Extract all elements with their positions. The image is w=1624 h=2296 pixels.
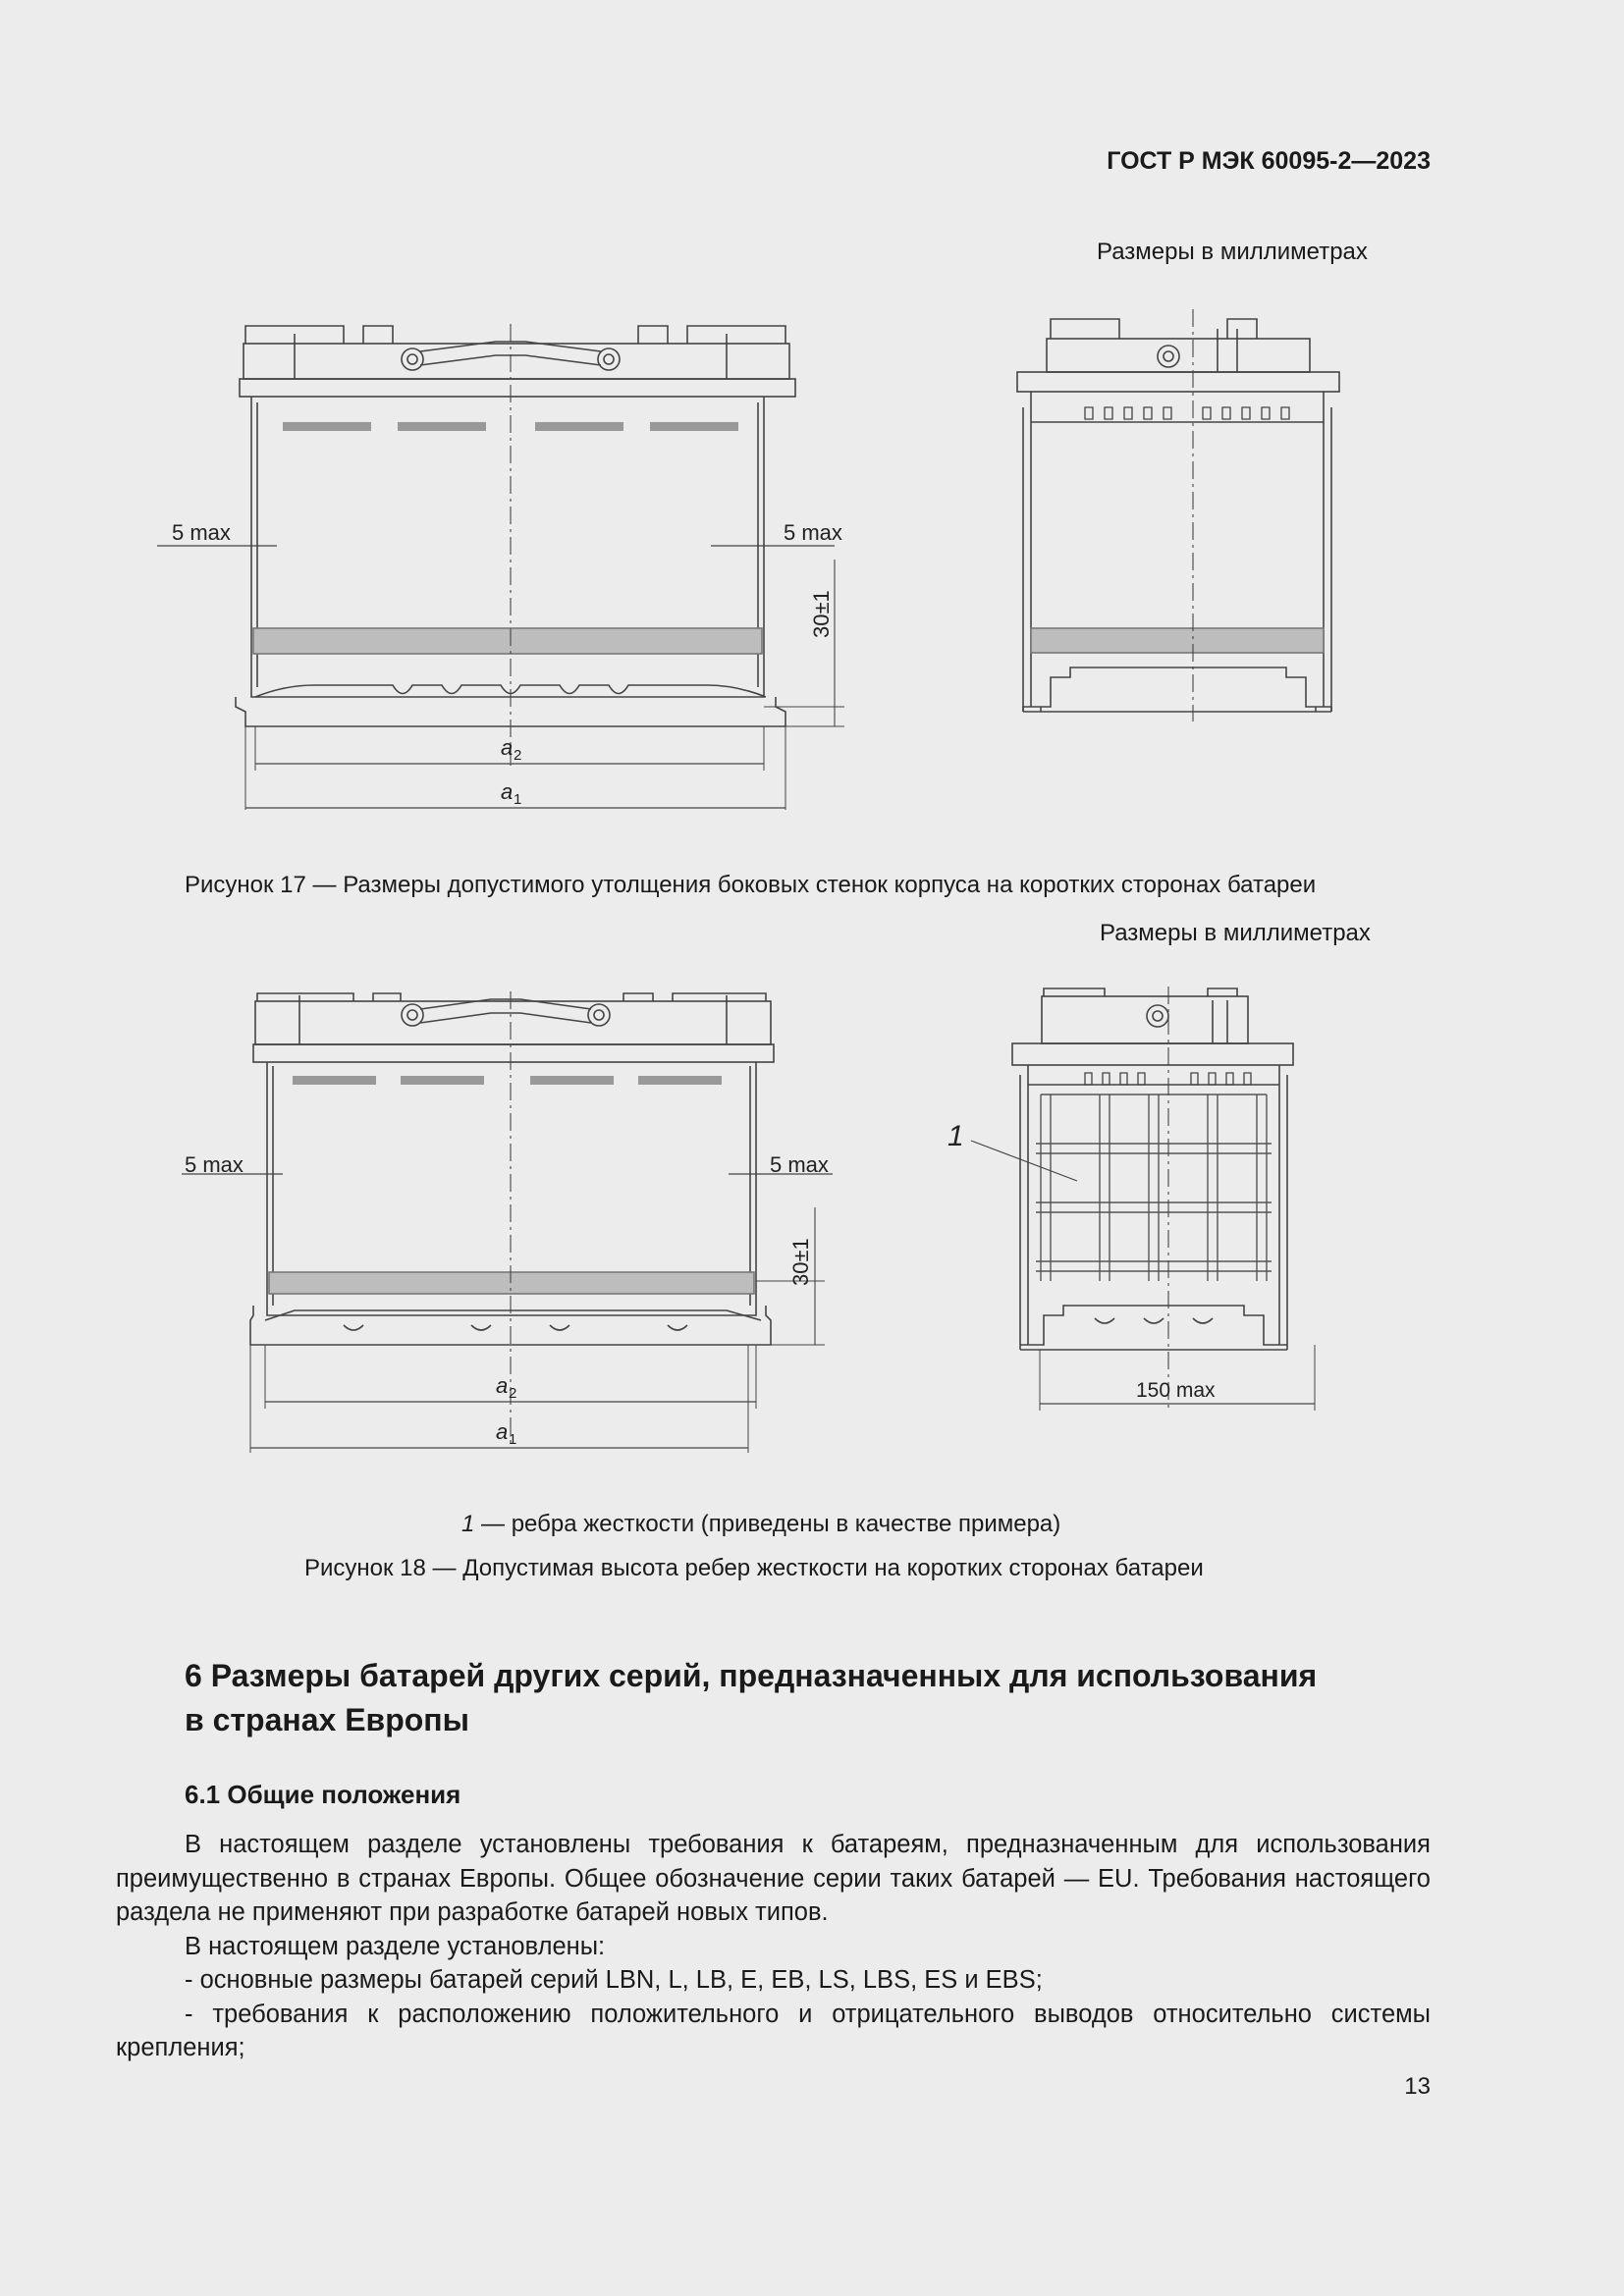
fig18-width-max-label: 150 max: [1136, 1379, 1216, 1402]
fig17-a2-label: a: [501, 735, 514, 760]
paragraph: В настоящем разделе установлены требования к батареям, предназначенным для использования преимущественно в странах Европы. Общее обозначение серии таких батарей — EU. Требования настоящего раздела не применяют при разработке батарей новых типов.: [116, 1831, 1431, 1926]
fig18-left-max-label: 5 max: [185, 1152, 244, 1177]
fig18-side-view: [938, 987, 1350, 1418]
section-title: [185, 1654, 1441, 1742]
paragraph: В настоящем разделе установлены:: [185, 1932, 606, 1960]
fig17-a1-label: a: [501, 779, 514, 804]
section-title-line1: 6 Размеры батарей других серий, предназначенных для использования: [185, 1658, 1318, 1693]
fig18-height-label: 30±1: [788, 1238, 813, 1286]
fig18-right-max-label: 5 max: [770, 1152, 829, 1177]
fig17-side-view: [1011, 309, 1365, 721]
page-number: 13: [1404, 2073, 1431, 2100]
fig17-caption: Рисунок 17 — Размеры допустимого утолщения боковых стенок корпуса на коротких сторонах батареи: [185, 872, 1317, 898]
list-item: - основные размеры батарей серий LBN, L, LB, E, EB, LS, LBS, ES и EBS;: [185, 1966, 1043, 1994]
fig18-a2-sub: 2: [509, 1385, 517, 1402]
fig17-front-view: [157, 314, 864, 844]
section-title-line2: в странах Европы: [185, 1702, 469, 1737]
fig18-a2-label: a: [496, 1373, 509, 1398]
fig18-units-note: Размеры в миллиметрах: [1100, 920, 1371, 946]
section-body: [116, 1828, 1431, 2065]
fig18-rib-ref-label: 1: [947, 1120, 964, 1152]
fig17-a1-sub: 1: [514, 791, 522, 808]
fig18-legend-text: — ребра жесткости (приведены в качестве примера): [474, 1511, 1061, 1537]
fig17-a2-sub: 2: [514, 747, 522, 764]
fig17-height-label: 30±1: [809, 590, 834, 638]
fig18-a1-sub: 1: [509, 1431, 517, 1448]
fig18-legend-num: 1: [461, 1511, 475, 1537]
fig17-units-note: Размеры в миллиметрах: [1097, 239, 1368, 265]
standard-code: ГОСТ Р МЭК 60095-2—2023: [1107, 147, 1431, 175]
fig18-front-view: [177, 982, 844, 1472]
fig17-right-max-label: 5 max: [784, 520, 842, 545]
fig18-caption: Рисунок 18 — Допустимая высота ребер жесткости на коротких сторонах батареи: [304, 1555, 1204, 1581]
fig18-a1-label: a: [496, 1419, 509, 1444]
list-item: - требования к расположению положительного и отрицательного выводов относительно системы крепления;: [116, 2000, 1431, 2061]
fig18-legend: [461, 1511, 1060, 1538]
subsection-title: 6.1 Общие положения: [185, 1780, 461, 1809]
fig17-left-max-label: 5 max: [172, 520, 231, 545]
